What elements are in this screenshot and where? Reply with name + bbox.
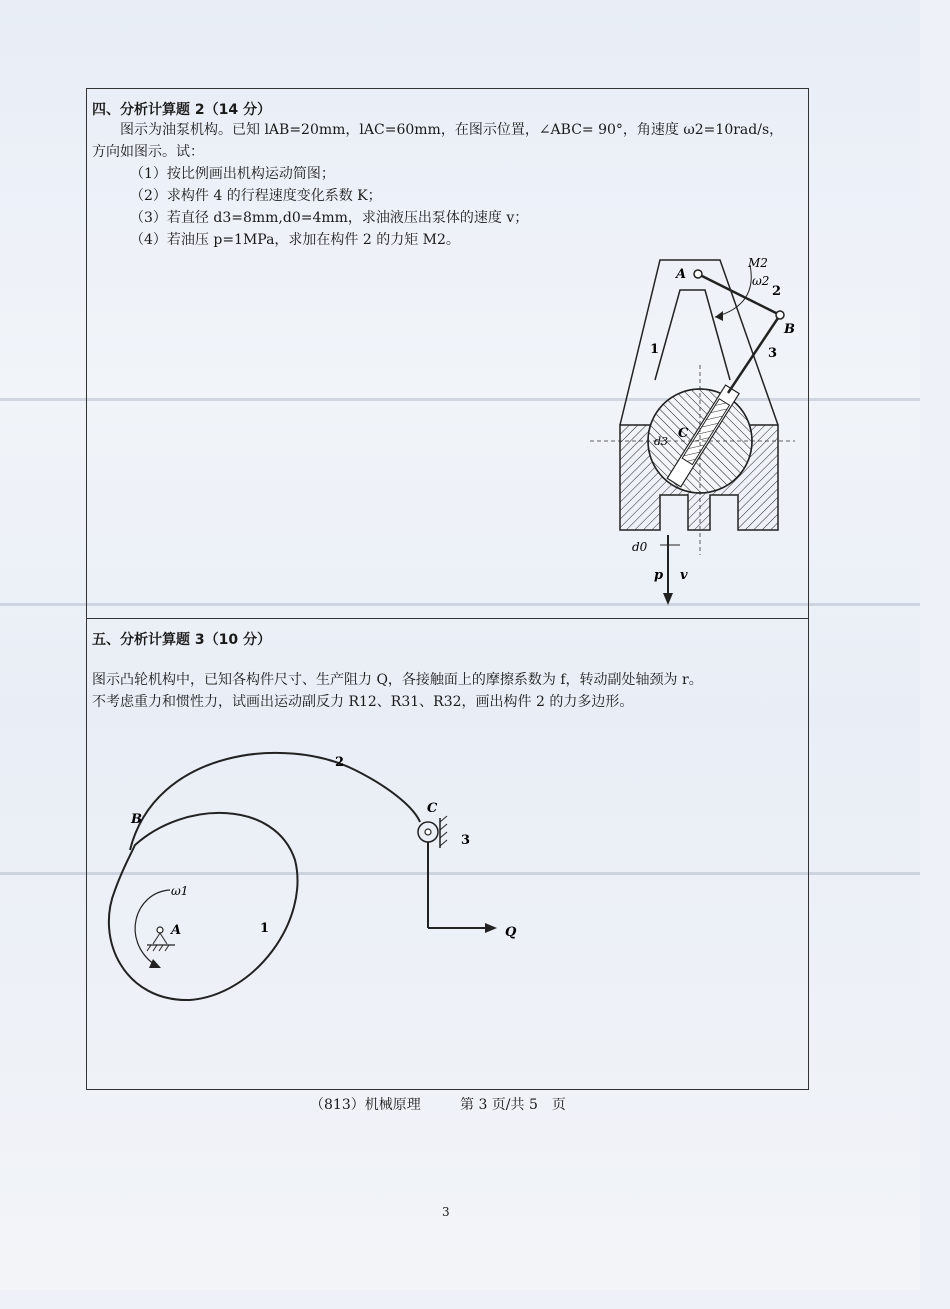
label-v: v xyxy=(680,568,688,583)
problem4-item-2: （2）求构件 4 的行程速度变化系数 K； xyxy=(130,188,382,204)
label-Q: Q xyxy=(505,925,517,940)
label-omega2: ω2 xyxy=(752,274,770,288)
page-number: 3 xyxy=(442,1205,450,1219)
follower-2 xyxy=(130,753,420,850)
label-B: B xyxy=(131,812,142,827)
problem5-line2: 不考虑重力和惯性力，试画出运动副反力 R12、R31、R32，画出构件 2 的力多边形。 xyxy=(92,694,634,710)
label-3: 3 xyxy=(768,346,778,361)
oil-pump-figure xyxy=(580,245,810,615)
label-3: 3 xyxy=(461,833,471,848)
cam-1 xyxy=(109,813,298,1000)
label-2: 2 xyxy=(335,755,345,770)
footer-course: （813）机械原理 xyxy=(310,1097,421,1113)
label-d0: d0 xyxy=(632,540,648,554)
label-A: A xyxy=(171,923,182,938)
label-B: B xyxy=(784,322,795,337)
pivot-C xyxy=(425,829,431,835)
problem4-intro: 图示为油泵机构。已知 lAB=20mm，lAC=60mm，在图示位置，∠ABC= 90°，角速度 ω2=10rad/s， xyxy=(120,122,784,138)
label-omega1: ω1 xyxy=(171,884,189,898)
problem5-heading: 五、分析计算题 3（10 分） xyxy=(92,632,271,648)
problem4-heading: 四、分析计算题 2（14 分） xyxy=(92,102,271,118)
footer-page-info: 第 3 页/共 5 页 xyxy=(460,1097,566,1113)
label-p: p xyxy=(654,568,664,583)
problem4-item-3: （3）若直径 d3=8mm,d0=4mm，求油液压出泵体的速度 v； xyxy=(130,210,529,226)
problem5-line1: 图示凸轮机构中，已知各构件尺寸、生产阻力 Q，各接触面上的摩擦系数为 f，转动副处轴颈为 r。 xyxy=(92,672,703,688)
label-d3: d3 xyxy=(654,435,669,448)
label-C: C xyxy=(678,426,689,441)
problem4-item-4: （4）若油压 p=1MPa，求加在构件 2 的力矩 M2。 xyxy=(130,232,460,248)
pivot-A xyxy=(157,927,163,933)
label-M2: M2 xyxy=(748,256,768,270)
cam-mechanism-figure xyxy=(95,740,555,1015)
section-divider xyxy=(86,618,809,619)
problem4-intro-cont: 方向如图示。试： xyxy=(92,144,204,160)
label-1: 1 xyxy=(260,921,270,936)
problem4-item-1: （1）按比例画出机构运动简图； xyxy=(130,166,335,182)
force-Q-arrow xyxy=(485,923,497,933)
label-1: 1 xyxy=(650,342,660,357)
label-C: C xyxy=(427,801,438,816)
label-2: 2 xyxy=(772,284,782,299)
label-A: A xyxy=(676,267,687,282)
